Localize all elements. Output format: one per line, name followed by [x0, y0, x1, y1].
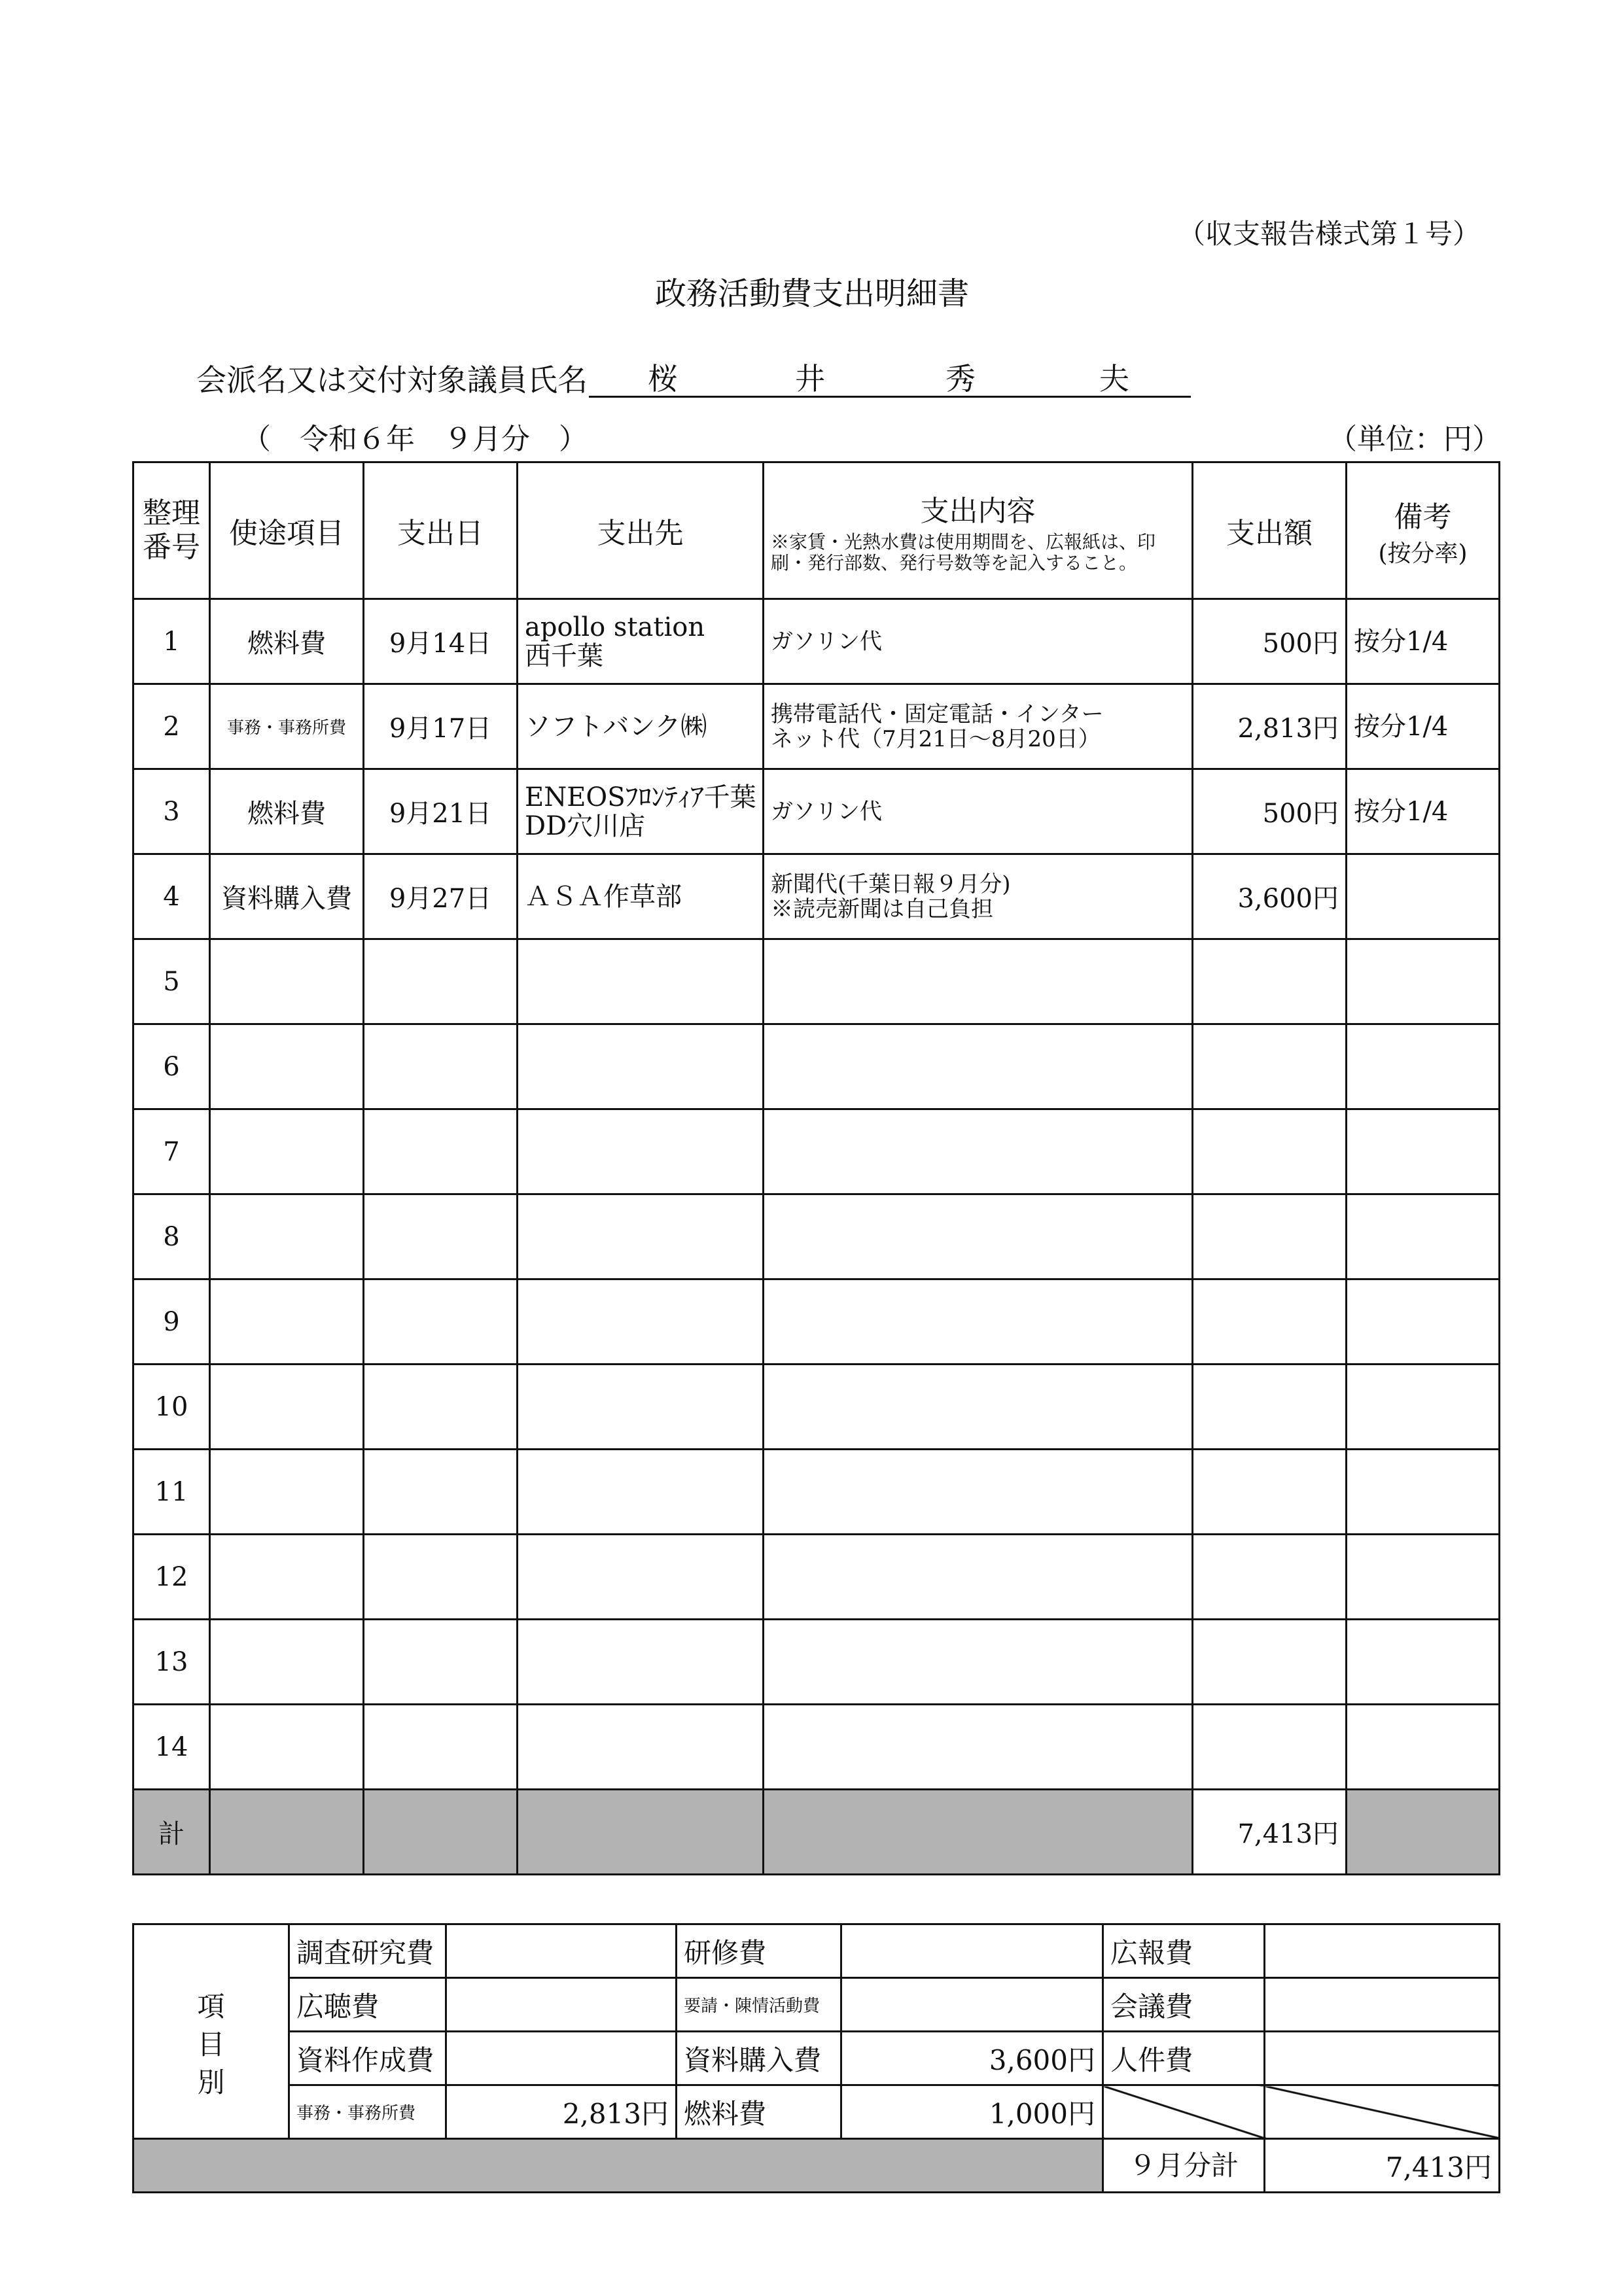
row-num: 5: [133, 939, 210, 1024]
row-amount: [1193, 1620, 1347, 1705]
summary-label: 資料作成費: [289, 2032, 446, 2085]
summary-value: [841, 1924, 1103, 1978]
row-amount: 3,600円: [1193, 854, 1347, 939]
summary-label: 会議費: [1103, 1978, 1265, 2032]
row-content: [764, 939, 1193, 1024]
expense-table: [132, 461, 1500, 1875]
row-date: [364, 1194, 518, 1279]
row-num: 11: [133, 1450, 210, 1535]
summary-value: [1265, 1924, 1500, 1978]
table-row: [133, 1279, 1500, 1365]
table-row: [133, 1705, 1500, 1790]
row-date: [364, 1535, 518, 1620]
row-date: 9月14日: [364, 599, 518, 684]
total-label: 計: [133, 1790, 210, 1875]
summary-value: [841, 1978, 1103, 2032]
row-date: 9月21日: [364, 769, 518, 854]
total-empty: [764, 1790, 1193, 1875]
row-amount: 500円: [1193, 769, 1347, 854]
row-date: [364, 1365, 518, 1450]
summary-label: 広報費: [1103, 1924, 1265, 1978]
table-row: [133, 1194, 1500, 1279]
header-remarks-label: 備考: [1394, 500, 1452, 534]
row-num: 12: [133, 1535, 210, 1620]
row-category: [210, 939, 364, 1024]
row-amount: [1193, 1535, 1347, 1620]
summary-row: [133, 1924, 1500, 1978]
table-row: [133, 854, 1500, 939]
row-date: 9月27日: [364, 854, 518, 939]
row-category: 資料購入費: [210, 854, 364, 939]
row-remarks: [1347, 1024, 1500, 1109]
summary-diagonal-cell: [1103, 2085, 1265, 2139]
row-num: 4: [133, 854, 210, 939]
table-row: [133, 1450, 1500, 1535]
row-category: [210, 1279, 364, 1365]
row-payee: ENEOSﾌﾛﾝﾃｨｱ千葉 DD穴川店: [518, 769, 764, 854]
row-content: [764, 1620, 1193, 1705]
row-content: [764, 1365, 1193, 1450]
summary-value: 1,000円: [841, 2085, 1103, 2139]
row-amount: 500円: [1193, 599, 1347, 684]
row-date: [364, 1109, 518, 1194]
row-category: [210, 1109, 364, 1194]
summary-label: 燃料費: [677, 2085, 841, 2139]
row-amount: 2,813円: [1193, 684, 1347, 769]
header-payee: 支出先: [518, 462, 764, 599]
row-remarks: [1347, 1109, 1500, 1194]
row-num: 3: [133, 769, 210, 854]
summary-value: 2,813円: [446, 2085, 677, 2139]
summary-side-label: 項 目 別: [133, 1924, 289, 2139]
total-empty: [210, 1790, 364, 1875]
table-row: [133, 1535, 1500, 1620]
row-content: [764, 1450, 1193, 1535]
total-empty: [1347, 1790, 1500, 1875]
member-name-char: 桜: [648, 361, 678, 396]
total-empty: [518, 1790, 764, 1875]
row-num: 8: [133, 1194, 210, 1279]
header-category: 使途項目: [210, 462, 364, 599]
row-num: 13: [133, 1620, 210, 1705]
row-remarks: [1347, 1279, 1500, 1365]
row-category: 燃料費: [210, 599, 364, 684]
header-content-label: 支出内容: [920, 495, 1036, 528]
summary-value: [446, 1924, 677, 1978]
header-num: 整理番号: [133, 462, 210, 599]
row-num: 2: [133, 684, 210, 769]
header-content: [764, 462, 1193, 599]
unit-label: （単位：円）: [1328, 423, 1501, 456]
row-category: 事務・事務所費: [210, 684, 364, 769]
row-content: [764, 1279, 1193, 1365]
header-amount: 支出額: [1193, 462, 1347, 599]
row-content: 新聞代(千葉日報９月分) ※読売新聞は自己負担: [764, 854, 1193, 939]
document-title: 政務活動費支出明細書: [654, 275, 969, 312]
summary-total-empty: [133, 2139, 1103, 2193]
summary-total-row: [133, 2139, 1500, 2193]
row-amount: [1193, 1194, 1347, 1279]
summary-label: 人件費: [1103, 2032, 1265, 2085]
row-category: [210, 1024, 364, 1109]
row-num: 7: [133, 1109, 210, 1194]
period: （ 令和６年 ９月分 ）: [242, 423, 588, 456]
row-payee: [518, 1365, 764, 1450]
row-payee: [518, 1620, 764, 1705]
summary-label: 資料購入費: [677, 2032, 841, 2085]
row-content: 携帯電話代・固定電話・インター ネット代（7月21日～8月20日）: [764, 684, 1193, 769]
row-date: [364, 1620, 518, 1705]
row-content: [764, 1194, 1193, 1279]
row-category: [210, 1450, 364, 1535]
member-row: [196, 357, 1129, 400]
row-category: [210, 1705, 364, 1790]
row-remarks: [1347, 1365, 1500, 1450]
row-remarks: [1347, 1705, 1500, 1790]
header-date: 支出日: [364, 462, 518, 599]
row-date: [364, 1279, 518, 1365]
row-num: 6: [133, 1024, 210, 1109]
summary-label: 研修費: [677, 1924, 841, 1978]
table-row: [133, 939, 1500, 1024]
row-payee: [518, 1279, 764, 1365]
summary-label: 調査研究費: [289, 1924, 446, 1978]
row-category: [210, 1365, 364, 1450]
row-payee: [518, 939, 764, 1024]
summary-value: [1265, 2032, 1500, 2085]
summary-value: 3,600円: [841, 2032, 1103, 2085]
table-row: [133, 1109, 1500, 1194]
total-empty: [364, 1790, 518, 1875]
row-payee: [518, 1024, 764, 1109]
row-amount: [1193, 1705, 1347, 1790]
summary-diagonal-cell: [1265, 2085, 1500, 2139]
summary-value: [446, 1978, 677, 2032]
summary-label: 広聴費: [289, 1978, 446, 2032]
summary-value: [1265, 1978, 1500, 2032]
table-row: [133, 684, 1500, 769]
summary-table: [132, 1923, 1500, 2193]
row-num: 1: [133, 599, 210, 684]
summary-row: [133, 2085, 1500, 2139]
row-remarks: [1347, 1620, 1500, 1705]
total-amount: 7,413円: [1193, 1790, 1347, 1875]
row-category: 燃料費: [210, 769, 364, 854]
row-payee: [518, 1450, 764, 1535]
row-remarks: 按分1/4: [1347, 599, 1500, 684]
row-category: [210, 1620, 364, 1705]
row-amount: [1193, 1024, 1347, 1109]
row-date: [364, 1450, 518, 1535]
summary-row: [133, 2032, 1500, 2085]
table-header-row: [133, 462, 1500, 599]
row-remarks: [1347, 939, 1500, 1024]
month-total-value: 7,413円: [1265, 2139, 1500, 2193]
table-row: [133, 1620, 1500, 1705]
row-payee: ＡＳＡ作草部: [518, 854, 764, 939]
row-content: ガソリン代: [764, 769, 1193, 854]
row-amount: [1193, 1365, 1347, 1450]
row-remarks: 按分1/4: [1347, 769, 1500, 854]
form-number: （収支報告様式第１号）: [1178, 218, 1481, 250]
member-name-char: 井: [795, 361, 825, 396]
table-row: [133, 769, 1500, 854]
total-row: [133, 1790, 1500, 1875]
row-num: 10: [133, 1365, 210, 1450]
row-remarks: 按分1/4: [1347, 684, 1500, 769]
member-name-char: 秀: [945, 361, 976, 396]
header-content-note: ※家賃・光熱水費は使用期間を、広報紙は、印刷・発行部数、発行号数等を記入すること。: [771, 531, 1156, 574]
row-amount: [1193, 1109, 1347, 1194]
member-name-field: [589, 357, 1191, 398]
member-label: 会派名又は交付対象議員氏名: [196, 362, 588, 398]
row-payee: [518, 1109, 764, 1194]
row-payee: [518, 1705, 764, 1790]
row-category: [210, 1535, 364, 1620]
row-num: 9: [133, 1279, 210, 1365]
row-date: 9月17日: [364, 684, 518, 769]
row-date: [364, 1024, 518, 1109]
row-payee: [518, 1194, 764, 1279]
summary-value: [446, 2032, 677, 2085]
row-content: [764, 1109, 1193, 1194]
row-amount: [1193, 1279, 1347, 1365]
row-amount: [1193, 1450, 1347, 1535]
row-payee: [518, 1535, 764, 1620]
member-name-char: 夫: [1099, 361, 1129, 396]
row-content: ガソリン代: [764, 599, 1193, 684]
row-remarks: [1347, 1450, 1500, 1535]
row-remarks: [1347, 1535, 1500, 1620]
table-row: [133, 1024, 1500, 1109]
month-total-label: ９月分計: [1103, 2139, 1265, 2193]
row-payee: ソフトバンク㈱: [518, 684, 764, 769]
header-remarks-sub: (按分率): [1378, 540, 1468, 567]
row-remarks: [1347, 854, 1500, 939]
row-content: [764, 1705, 1193, 1790]
summary-label: 事務・事務所費: [289, 2085, 446, 2139]
row-content: [764, 1024, 1193, 1109]
summary-row: [133, 1978, 1500, 2032]
row-remarks: [1347, 1194, 1500, 1279]
row-num: 14: [133, 1705, 210, 1790]
row-amount: [1193, 939, 1347, 1024]
summary-label: 要請・陳情活動費: [677, 1978, 841, 2032]
table-row: [133, 1365, 1500, 1450]
row-date: [364, 1705, 518, 1790]
row-category: [210, 1194, 364, 1279]
row-content: [764, 1535, 1193, 1620]
row-date: [364, 939, 518, 1024]
row-payee: apollo station 西千葉: [518, 599, 764, 684]
header-remarks: [1347, 462, 1500, 599]
table-row: [133, 599, 1500, 684]
